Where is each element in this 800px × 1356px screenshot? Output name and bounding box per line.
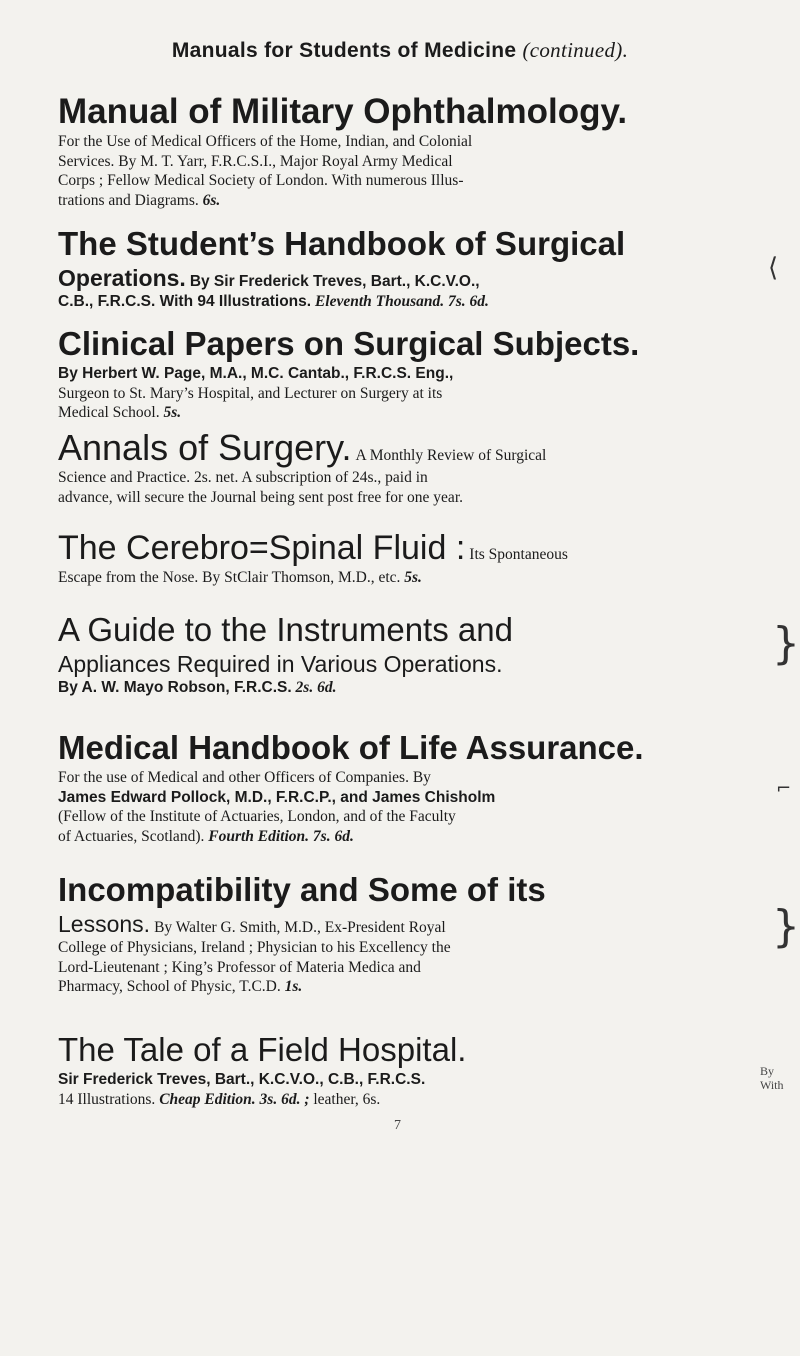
header-continued: (continued).	[522, 38, 629, 62]
page-header	[0, 38, 800, 63]
entry-title: Medical Handbook of Life Assurance.	[58, 729, 644, 766]
entry-field-hospital	[58, 1030, 748, 1109]
entry-title: The Tale of a Field Hospital.	[58, 1031, 467, 1068]
entry-surgical-operations: The Student’s Handbook of Surgical Operations. By Sir Frederick Treves, Bart., K.C.V.O., C.B., F.R.C.S. With 94 Illustrations. Eleventh Thousand. 7s. 6d.	[58, 224, 748, 312]
entry-price: 7s. 6d.	[312, 827, 354, 845]
entry-subtitle: Appliances Required in Various Operations.	[58, 651, 503, 677]
entry-title: Manual of Military Ophthalmology.	[58, 92, 628, 131]
entry-price: 3s. 6d. ;	[259, 1090, 310, 1108]
entry-subtitle: Lessons.	[58, 911, 151, 937]
margin-note: By With	[760, 1064, 784, 1092]
margin-brace-mark: }	[772, 618, 800, 669]
entry-description: By A. W. Mayo Robson, F.R.C.S. 2s. 6d.	[58, 679, 337, 696]
entry-military-ophthalmology	[58, 92, 748, 210]
entry-description: College of Physicians, Ireland ; Physician to his Excellency the Lord-Lieutenant ; King’s Professor of Materia Medica and Pharmacy, School of Physic, T.C.D. 1s.	[58, 939, 451, 995]
entry-incompatibility: Incompatibility and Some of its Lessons. By Walter G. Smith, M.D., Ex-President Royal College of Physicians, Ireland ; Physician to his Excellency the Lord-Lieutenant ; King’s Professor of Materia Medica and Pharmacy, School of Physic, T.C.D. 1s.	[58, 870, 748, 997]
entry-price: 2s. 6d.	[295, 679, 337, 696]
entry-price: 5s.	[163, 404, 182, 421]
entry-description: Escape from the Nose. By StClair Thomson, M.D., etc. 5s.	[58, 569, 422, 586]
entry-price: 7s. 6d.	[448, 293, 489, 310]
entry-guide-instruments	[58, 610, 748, 698]
entry-title: The Cerebro=Spinal Fluid :	[58, 529, 466, 567]
margin-mark: ⌐	[776, 778, 792, 799]
entry-edition: Eleventh Thousand.	[314, 293, 445, 310]
entry-description: For the Use of Medical Officers of the Home, Indian, and Colonial Services. By M. T. Yarr, F.R.C.S.I., Major Royal Army Medical Corps ; Fellow Medical Society of London. With numerous Illus- trations and Diagrams. 6s.	[58, 133, 473, 209]
entry-price: 1s.	[284, 978, 303, 995]
entry-life-assurance	[58, 728, 748, 846]
entry-description: For the use of Medical and other Officers of Companies. By James Edward Pollock, M.D., F.R.C.P., and James Chisholm (Fellow of the Institute of Actuaries, London, and of the Faculty of Actuaries, Scotland). Fourth Edition. 7s. 6d.	[58, 769, 496, 845]
entry-description: Science and Practice. 2s. net. A subscription of 24s., paid in advance, will secure the Journal being sent post free for one year.	[58, 469, 463, 506]
entry-clinical-papers	[58, 324, 748, 423]
entry-title: Annals of Surgery.	[58, 427, 352, 468]
entry-price: 5s.	[404, 569, 422, 586]
entry-annals-of-surgery	[58, 428, 748, 507]
entry-cerebro-spinal-fluid	[58, 528, 748, 588]
entry-edition: Fourth Edition.	[208, 827, 310, 845]
entry-title: A Guide to the Instruments and	[58, 611, 513, 648]
entry-title: Clinical Papers on Surgical Subjects.	[58, 325, 640, 362]
entry-title: Incompatibility and Some of its	[58, 871, 546, 908]
margin-brace-mark: ⟨	[768, 253, 779, 283]
entry-description: C.B., F.R.C.S. With 94 Illustrations. Eleventh Thousand. 7s. 6d.	[58, 293, 489, 310]
page-number: 7	[394, 1118, 401, 1133]
entry-inline: A Monthly Review of Surgical	[355, 447, 547, 464]
entry-description: By Herbert W. Page, M.A., M.C. Cantab., F.R.C.S. Eng., Surgeon to St. Mary’s Hospital, and Lecturer on Surgery at its Medical School. 5s.	[58, 365, 454, 421]
entry-title: The Student’s Handbook of Surgical	[58, 225, 626, 262]
entry-subtitle: Operations.	[58, 265, 186, 291]
entry-price: 6s.	[202, 191, 221, 209]
entry-description: Sir Frederick Treves, Bart., K.C.V.O., C.B., F.R.C.S. 14 Illustrations. Cheap Edition. 3s. 6d. ; leather, 6s.	[58, 1071, 426, 1108]
header-text: Manuals for Students of Medicine	[171, 39, 517, 62]
entry-inline: Its Spontaneous	[469, 546, 568, 563]
margin-brace-mark: }	[772, 901, 800, 952]
entry-edition: Cheap Edition.	[159, 1090, 256, 1108]
